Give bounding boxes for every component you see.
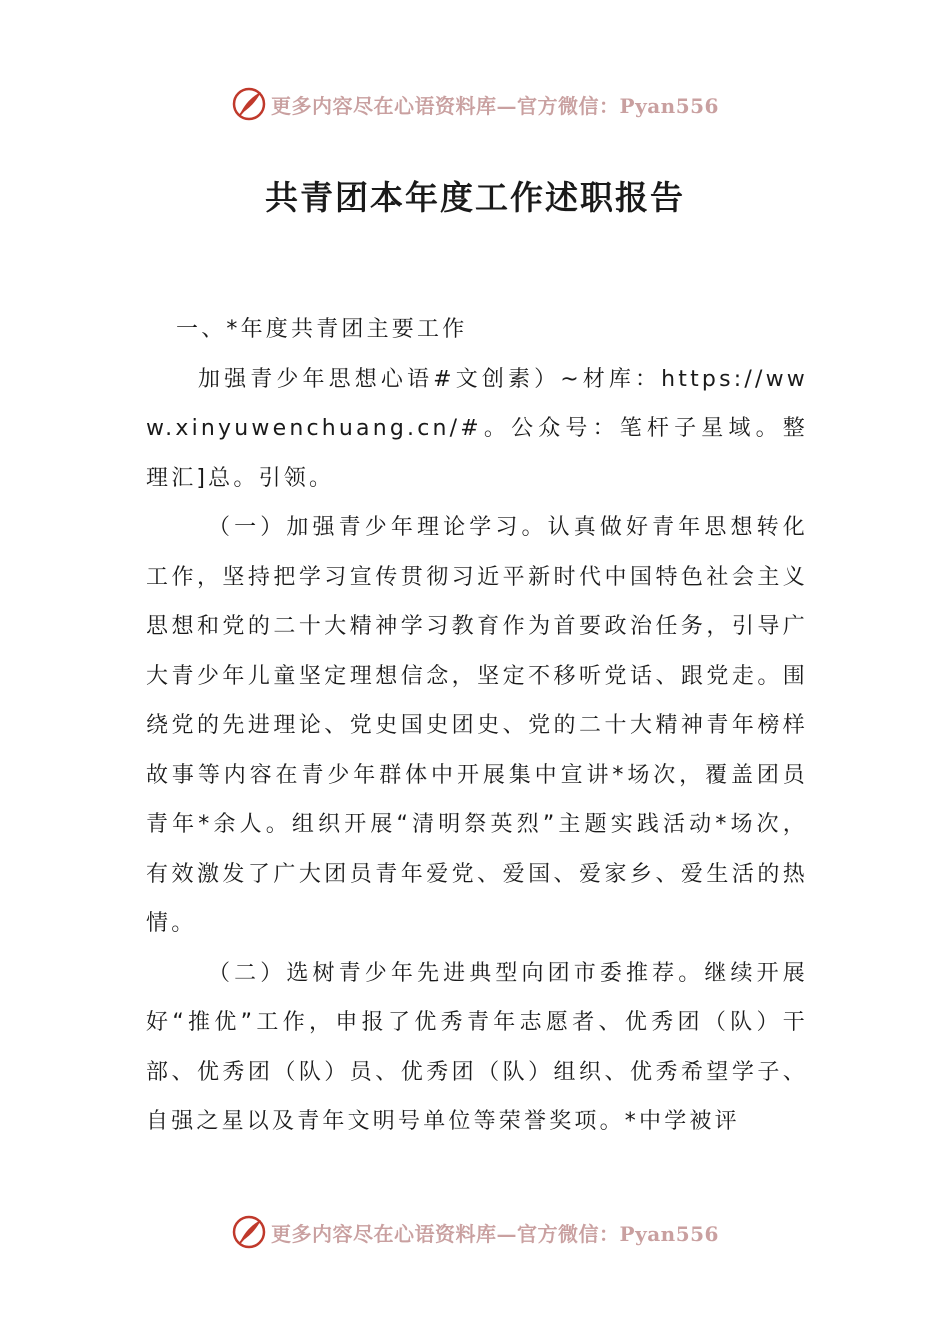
document-title: 共青团本年度工作述职报告 [265, 178, 685, 217]
watermark-text: 更多内容尽在心语资料库—官方微信：Pyan556 [271, 1221, 719, 1246]
watermark-text: 更多内容尽在心语资料库—官方微信：Pyan556 [271, 93, 719, 118]
header-watermark [0, 84, 950, 124]
paragraph-1: （一）加强青少年理论学习。认真做好青年思想转化工作，坚持把学习宣传贯彻习近平新时代中国特色社会主义思想和党的二十大精神学习教育作为首要政治任务，引导广大青少年儿童坚定理想信念，坚定不移听党话、跟党走。围绕党的先进理论、党史国史团史、党的二十大精神青年榜样故事等内容在青少年群体中开展集中宣讲*场次，覆盖团员青年*余人。组织开展“清明祭英烈”主题实践活动*场次，有效激发了广大团员青年爱党、爱国、爱家乡、爱生活的热情。 [146, 515, 808, 936]
paragraph-2: （二）选树青少年先进典型向团市委推荐。继续开展好“推优”工作，申报了优秀青年志愿者、优秀团（队）干部、优秀团（队）员、优秀团（队）组织、优秀希望学子、自强之星以及青年文明号单位等荣誉奖项。*中学被评 [146, 960, 808, 1134]
feather-pen-icon [231, 86, 267, 122]
feather-pen-icon [231, 1214, 267, 1250]
section-heading: 一、*年度共青团主要工作 [176, 317, 468, 342]
intro-paragraph: 加强青少年思想心语#文创素）~材库：https://www.xinyuwenchuang.cn/#。公众号：笔杆子星域。整理汇]总。引领。 [146, 366, 808, 491]
document-body [146, 305, 808, 1147]
footer-watermark [0, 1212, 950, 1252]
